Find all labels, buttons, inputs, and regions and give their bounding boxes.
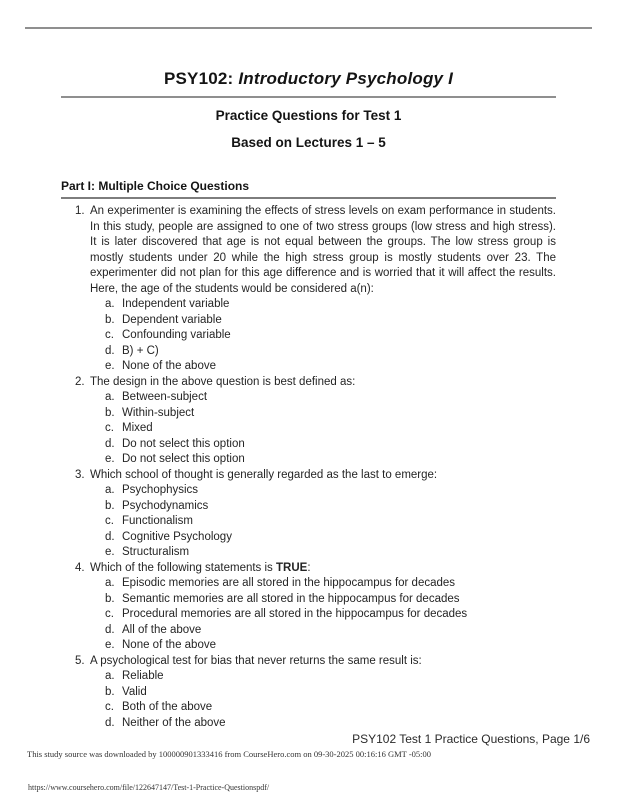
option-text: Within-subject [122, 406, 195, 419]
option-item [61, 328, 556, 344]
option-letter: c. [105, 515, 114, 527]
question-number: 3. [75, 468, 85, 481]
download-notice: This study source was downloaded by 100000901333416 from CourseHero.com on 09-30-2025 00:16:16 GMT -05:00 [27, 749, 432, 759]
page-footer-label: PSY102 Test 1 Practice Questions, Page 1/6 [352, 732, 590, 746]
question-text: Which school of thought is generally regarded as the last to emerge: [90, 468, 438, 481]
option-item [61, 297, 556, 313]
option-item [61, 716, 556, 732]
option-item [61, 452, 556, 468]
option-text: Psychophysics [122, 484, 199, 496]
option-item [61, 638, 556, 654]
top-rule [25, 27, 592, 29]
option-text: Between-subject [122, 391, 208, 403]
option-letter: e. [105, 453, 115, 465]
option-letter: c. [105, 608, 114, 620]
option-letter: b. [105, 499, 115, 512]
section-heading: Part I: Multiple Choice Questions [61, 179, 556, 199]
option-item [61, 530, 556, 546]
question-text: The design in the above question is best defined as: [90, 375, 356, 388]
option-item [61, 421, 556, 437]
option-item [61, 514, 556, 530]
questions-list [61, 204, 556, 731]
option-letter: d. [105, 623, 115, 636]
subtitle-lectures: Based on Lectures 1 – 5 [231, 135, 386, 150]
option-item [61, 700, 556, 716]
question-text: Which of the following statements is TRUE: [90, 561, 311, 574]
option-letter: e. [105, 360, 115, 372]
option-letter: b. [105, 406, 115, 419]
option-letter: d. [105, 530, 115, 543]
option-text: B) + C) [122, 344, 159, 357]
option-item [61, 406, 556, 422]
option-letter: e. [105, 546, 115, 558]
option-text: Functionalism [122, 515, 193, 527]
option-item [61, 669, 556, 685]
option-item [61, 313, 556, 329]
option-item [61, 623, 556, 639]
option-letter: e. [105, 639, 115, 651]
option-text: None of the above [122, 639, 216, 651]
option-text: Do not select this option [122, 437, 245, 450]
option-text: Psychodynamics [122, 499, 209, 512]
option-text: Confounding variable [122, 329, 231, 341]
option-letter: c. [105, 329, 114, 341]
course-code: PSY102: [163, 69, 234, 88]
option-item [61, 499, 556, 515]
question-text: A psychological test for bias that never returns the same result is: [90, 654, 422, 667]
option-letter: a. [105, 577, 115, 589]
option-text: Valid [122, 685, 147, 698]
question-number: 2. [75, 375, 85, 388]
option-text: Dependent variable [122, 313, 222, 326]
option-letter: a. [105, 484, 115, 496]
option-item [61, 545, 556, 561]
option-letter: d. [105, 344, 115, 357]
option-text: Both of the above [122, 701, 213, 713]
question-item [61, 654, 556, 732]
option-letter: c. [105, 422, 114, 434]
option-letter: d. [105, 437, 115, 450]
option-item [61, 592, 556, 608]
option-item [61, 390, 556, 406]
question-number: 4. [75, 561, 85, 574]
option-letter: b. [105, 592, 115, 605]
option-text: Independent variable [122, 298, 230, 310]
option-letter: d. [105, 716, 115, 729]
option-text: All of the above [122, 623, 202, 636]
question-number: 5. [75, 654, 85, 667]
option-text: Semantic memories are all stored in the hippocampus for decades [122, 592, 460, 605]
source-url-link[interactable]: https://www.coursehero.com/file/122647147/Test-1-Practice-Questionspdf/ [28, 783, 270, 792]
option-text: Do not select this option [122, 453, 245, 465]
question-item [61, 204, 556, 375]
option-text: Procedural memories are all stored in the hippocampus for decades [122, 608, 468, 620]
option-letter: b. [105, 313, 115, 326]
option-item [61, 685, 556, 701]
option-item [61, 576, 556, 592]
option-item [61, 344, 556, 360]
question-text: An experimenter is examining the effects of stress levels on exam performance in students. In this study, people are assigned to one of two stress groups (low stress and high stress). It is later discovered that age is not equal between the groups. The low stress group is mostly students under 20 while the high stress group is mostly students over 23. The experimenter did not plan for this age difference and is worried that it will affect the results. Here, the age of the students would be considered a(n): [90, 205, 556, 295]
question-item [61, 375, 556, 468]
option-text: Neither of the above [122, 716, 226, 729]
option-item [61, 437, 556, 453]
option-text: Cognitive Psychology [122, 530, 232, 543]
option-letter: a. [105, 670, 115, 682]
course-title: Introductory Psychology I [238, 69, 454, 88]
option-text: Reliable [122, 670, 164, 682]
option-letter: c. [105, 701, 114, 713]
option-text: Mixed [122, 422, 153, 434]
option-letter: a. [105, 298, 115, 310]
option-letter: b. [105, 685, 115, 698]
subtitle-practice-questions: Practice Questions for Test 1 [215, 108, 402, 123]
option-letter: a. [105, 391, 115, 403]
option-text: Structuralism [122, 546, 190, 558]
option-text: None of the above [122, 360, 216, 372]
option-item [61, 483, 556, 499]
page-title [61, 68, 556, 98]
question-item [61, 468, 556, 561]
option-item [61, 607, 556, 623]
question-item [61, 561, 556, 654]
option-item [61, 359, 556, 375]
question-number: 1. [75, 205, 85, 217]
option-text: Episodic memories are all stored in the hippocampus for decades [122, 577, 456, 589]
